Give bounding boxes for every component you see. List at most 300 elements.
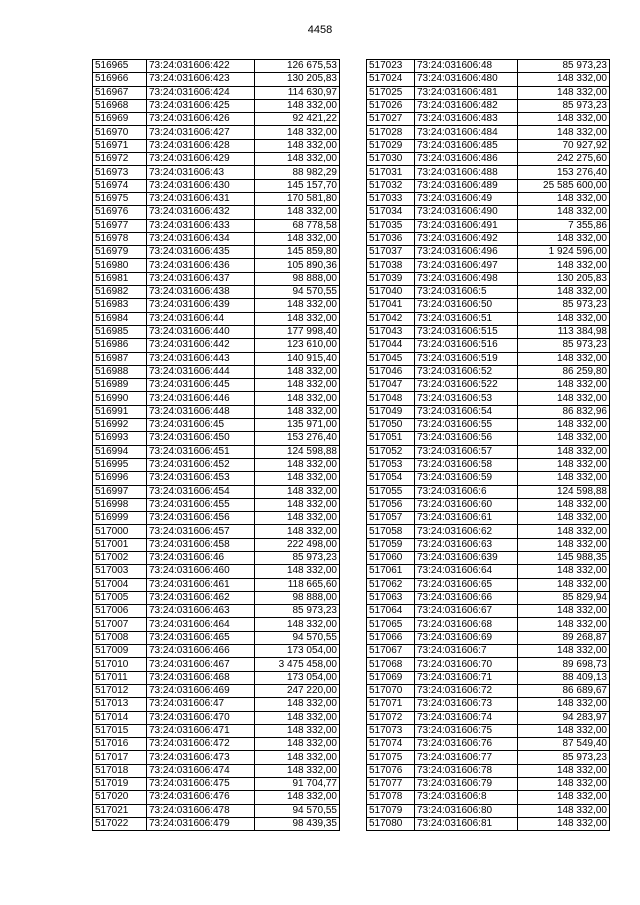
table-row [93,166,340,179]
value-cell: 148 332,00 [518,86,610,99]
row-number-cell: 517050 [367,419,415,432]
cadastral-number-cell: 73:24:031606:74 [415,711,518,724]
table-row [367,512,610,525]
table-row [93,73,340,86]
table-row [93,299,340,312]
value-cell: 148 332,00 [518,126,610,139]
row-number-cell: 517042 [367,312,415,325]
cadastral-number-cell: 73:24:031606:425 [147,99,255,112]
row-number-cell: 517066 [367,631,415,644]
value-cell: 68 778,58 [255,219,340,232]
row-number-cell: 517017 [93,751,147,764]
value-cell: 153 276,40 [518,166,610,179]
value-cell: 98 439,35 [255,817,340,830]
cadastral-number-cell: 73:24:031606:75 [415,724,518,737]
table-row [93,671,340,684]
row-number-cell: 517064 [367,605,415,618]
row-number-cell: 517061 [367,565,415,578]
row-number-cell: 517002 [93,551,147,564]
value-cell: 98 888,00 [255,591,340,604]
cadastral-number-cell: 73:24:031606:480 [415,73,518,86]
value-cell: 98 888,00 [255,272,340,285]
value-cell: 130 205,83 [255,73,340,86]
row-number-cell: 516995 [93,458,147,471]
row-number-cell: 516983 [93,299,147,312]
value-cell: 86 259,80 [518,365,610,378]
value-cell: 148 332,00 [518,724,610,737]
row-number-cell: 517062 [367,578,415,591]
row-number-cell: 516966 [93,73,147,86]
cadastral-number-cell: 73:24:031606:442 [147,339,255,352]
table-row [367,751,610,764]
table-row [93,498,340,511]
row-number-cell: 516996 [93,472,147,485]
value-cell: 148 332,00 [518,432,610,445]
value-cell: 148 332,00 [255,764,340,777]
value-cell: 94 283,97 [518,711,610,724]
value-cell: 124 598,88 [518,485,610,498]
cadastral-number-cell: 73:24:031606:458 [147,538,255,551]
row-number-cell: 517047 [367,379,415,392]
table-row [93,153,340,166]
cadastral-number-cell: 73:24:031606:5 [415,286,518,299]
cadastral-number-cell: 73:24:031606:471 [147,724,255,737]
row-number-cell: 516965 [93,60,147,73]
row-number-cell: 517036 [367,232,415,245]
cadastral-number-cell: 73:24:031606:80 [415,804,518,817]
value-cell: 85 973,23 [255,551,340,564]
table-row [93,99,340,112]
cadastral-number-cell: 73:24:031606:445 [147,379,255,392]
cadastral-number-cell: 73:24:031606:448 [147,405,255,418]
table-row [367,711,610,724]
row-number-cell: 517004 [93,578,147,591]
value-cell: 148 332,00 [518,472,610,485]
table-row [367,472,610,485]
value-cell: 177 998,40 [255,325,340,338]
value-cell: 148 332,00 [518,458,610,471]
value-cell: 148 332,00 [518,698,610,711]
value-cell: 85 973,23 [518,751,610,764]
row-number-cell: 517006 [93,605,147,618]
row-number-cell: 517024 [367,73,415,86]
row-number-cell: 517015 [93,724,147,737]
value-cell: 148 332,00 [255,751,340,764]
value-cell: 88 409,13 [518,671,610,684]
table-row [93,711,340,724]
row-number-cell: 516975 [93,192,147,205]
row-number-cell: 517011 [93,671,147,684]
cadastral-number-cell: 73:24:031606:465 [147,631,255,644]
cadastral-number-cell: 73:24:031606:466 [147,645,255,658]
cadastral-number-cell: 73:24:031606:440 [147,325,255,338]
row-number-cell: 517080 [367,817,415,830]
cadastral-number-cell: 73:24:031606:7 [415,645,518,658]
value-cell: 148 332,00 [255,139,340,152]
value-cell: 86 832,96 [518,405,610,418]
cadastral-number-cell: 73:24:031606:59 [415,472,518,485]
table-row [367,565,610,578]
table-row [367,73,610,86]
row-number-cell: 517029 [367,139,415,152]
table-row [367,312,610,325]
row-number-cell: 517065 [367,618,415,631]
value-cell: 148 332,00 [518,525,610,538]
cadastral-number-cell: 73:24:031606:439 [147,299,255,312]
row-number-cell: 516973 [93,166,147,179]
table-row [367,432,610,445]
value-cell: 247 220,00 [255,684,340,697]
table-row [93,312,340,325]
cadastral-number-cell: 73:24:031606:69 [415,631,518,644]
row-number-cell: 516997 [93,485,147,498]
cadastral-number-cell: 73:24:031606:639 [415,551,518,564]
cadastral-number-cell: 73:24:031606:423 [147,73,255,86]
row-number-cell: 516977 [93,219,147,232]
cadastral-number-cell: 73:24:031606:68 [415,618,518,631]
value-cell: 148 332,00 [518,379,610,392]
row-number-cell: 516992 [93,419,147,432]
cadastral-number-cell: 73:24:031606:443 [147,352,255,365]
value-cell: 87 549,40 [518,738,610,751]
table-row [367,352,610,365]
cadastral-number-cell: 73:24:031606:468 [147,671,255,684]
cadastral-number-cell: 73:24:031606:457 [147,525,255,538]
cadastral-number-cell: 73:24:031606:498 [415,272,518,285]
value-cell: 148 332,00 [518,565,610,578]
value-cell: 148 332,00 [255,791,340,804]
value-cell: 91 704,77 [255,778,340,791]
table-row [367,578,610,591]
cadastral-number-cell: 73:24:031606:488 [415,166,518,179]
value-cell: 85 829,94 [518,591,610,604]
table-row [93,698,340,711]
table-row [367,458,610,471]
cadastral-number-cell: 73:24:031606:450 [147,432,255,445]
table-row [367,764,610,777]
row-number-cell: 517077 [367,778,415,791]
cadastral-number-cell: 73:24:031606:479 [147,817,255,830]
row-number-cell: 517023 [367,60,415,73]
row-number-cell: 516979 [93,246,147,259]
cadastral-number-cell: 73:24:031606:8 [415,791,518,804]
cadastral-number-cell: 73:24:031606:424 [147,86,255,99]
row-number-cell: 517034 [367,206,415,219]
row-number-cell: 516974 [93,179,147,192]
table-row [93,432,340,445]
cadastral-number-cell: 73:24:031606:77 [415,751,518,764]
cadastral-number-cell: 73:24:031606:52 [415,365,518,378]
value-cell: 148 332,00 [518,192,610,205]
table-row [367,392,610,405]
value-cell: 148 332,00 [518,512,610,525]
table-row [93,618,340,631]
value-cell: 148 332,00 [255,405,340,418]
cadastral-number-cell: 73:24:031606:474 [147,764,255,777]
value-cell: 148 332,00 [255,392,340,405]
row-number-cell: 517003 [93,565,147,578]
value-cell: 145 988,35 [518,551,610,564]
table-row [93,591,340,604]
row-number-cell: 517073 [367,724,415,737]
cadastral-number-cell: 73:24:031606:427 [147,126,255,139]
cadastral-number-cell: 73:24:031606:71 [415,671,518,684]
cadastral-number-cell: 73:24:031606:60 [415,498,518,511]
value-cell: 130 205,83 [518,272,610,285]
cadastral-number-cell: 73:24:031606:451 [147,445,255,458]
row-number-cell: 517054 [367,472,415,485]
cadastral-number-cell: 73:24:031606:79 [415,778,518,791]
table-row [367,605,610,618]
row-number-cell: 517068 [367,658,415,671]
cadastral-number-cell: 73:24:031606:519 [415,352,518,365]
table-row [93,525,340,538]
value-cell: 148 332,00 [518,113,610,126]
value-cell: 148 332,00 [255,618,340,631]
row-number-cell: 517032 [367,179,415,192]
cadastral-number-cell: 73:24:031606:433 [147,219,255,232]
row-number-cell: 517043 [367,325,415,338]
cadastral-number-cell: 73:24:031606:48 [415,60,518,73]
table-row [93,791,340,804]
row-number-cell: 517033 [367,192,415,205]
table-row [93,724,340,737]
row-number-cell: 517053 [367,458,415,471]
cadastral-number-cell: 73:24:031606:461 [147,578,255,591]
value-cell: 89 698,73 [518,658,610,671]
row-number-cell: 517058 [367,525,415,538]
value-cell: 148 332,00 [518,778,610,791]
value-cell: 145 157,70 [255,179,340,192]
table-row [367,286,610,299]
table-row [367,738,610,751]
table-row [93,232,340,245]
table-row [93,113,340,126]
table-row [93,631,340,644]
table-row [367,684,610,697]
table-row [93,605,340,618]
row-number-cell: 516993 [93,432,147,445]
cadastral-number-cell: 73:24:031606:473 [147,751,255,764]
cadastral-number-cell: 73:24:031606:491 [415,219,518,232]
cadastral-number-cell: 73:24:031606:522 [415,379,518,392]
table-row [367,139,610,152]
row-number-cell: 517035 [367,219,415,232]
cadastral-number-cell: 73:24:031606:78 [415,764,518,777]
cadastral-number-cell: 73:24:031606:64 [415,565,518,578]
value-cell: 123 610,00 [255,339,340,352]
table-row [367,232,610,245]
table-row [367,498,610,511]
row-number-cell: 517071 [367,698,415,711]
cadastral-number-cell: 73:24:031606:73 [415,698,518,711]
value-cell: 173 054,00 [255,645,340,658]
row-number-cell: 517039 [367,272,415,285]
table-row [93,379,340,392]
row-number-cell: 516988 [93,365,147,378]
cadastral-number-cell: 73:24:031606:452 [147,458,255,471]
row-number-cell: 517059 [367,538,415,551]
value-cell: 94 570,55 [255,631,340,644]
table-row [367,591,610,604]
table-row [367,299,610,312]
row-number-cell: 517076 [367,764,415,777]
value-cell: 148 332,00 [518,538,610,551]
value-cell: 3 475 458,00 [255,658,340,671]
cadastral-number-cell: 73:24:031606:482 [415,99,518,112]
row-number-cell: 517079 [367,804,415,817]
table-row [93,206,340,219]
cadastral-number-cell: 73:24:031606:446 [147,392,255,405]
table-row [367,99,610,112]
row-number-cell: 517009 [93,645,147,658]
cadastral-number-cell: 73:24:031606:6 [415,485,518,498]
table-row [367,419,610,432]
table-row [367,206,610,219]
value-cell: 25 585 600,00 [518,179,610,192]
value-cell: 85 973,23 [518,60,610,73]
cadastral-number-cell: 73:24:031606:484 [415,126,518,139]
row-number-cell: 517067 [367,645,415,658]
cadastral-number-cell: 73:24:031606:464 [147,618,255,631]
cadastral-number-cell: 73:24:031606:462 [147,591,255,604]
row-number-cell: 517056 [367,498,415,511]
value-cell: 126 675,53 [255,60,340,73]
value-cell: 148 332,00 [255,565,340,578]
cadastral-number-cell: 73:24:031606:455 [147,498,255,511]
row-number-cell: 516970 [93,126,147,139]
cadastral-number-cell: 73:24:031606:437 [147,272,255,285]
cadastral-number-cell: 73:24:031606:434 [147,232,255,245]
row-number-cell: 516985 [93,325,147,338]
row-number-cell: 516981 [93,272,147,285]
cadastral-number-cell: 73:24:031606:44 [147,312,255,325]
row-number-cell: 517016 [93,738,147,751]
row-number-cell: 517005 [93,591,147,604]
cadastral-number-cell: 73:24:031606:57 [415,445,518,458]
row-number-cell: 516989 [93,379,147,392]
table-row [367,365,610,378]
cadastral-number-cell: 73:24:031606:497 [415,259,518,272]
table-row [93,139,340,152]
row-number-cell: 517074 [367,738,415,751]
cadastral-number-cell: 73:24:031606:478 [147,804,255,817]
cadastral-number-cell: 73:24:031606:454 [147,485,255,498]
row-number-cell: 517063 [367,591,415,604]
table-row [93,272,340,285]
cadastral-number-cell: 73:24:031606:456 [147,512,255,525]
row-number-cell: 516978 [93,232,147,245]
cadastral-number-cell: 73:24:031606:54 [415,405,518,418]
cadastral-number-cell: 73:24:031606:460 [147,565,255,578]
value-cell: 148 332,00 [518,259,610,272]
cadastral-number-cell: 73:24:031606:490 [415,206,518,219]
table-row [93,365,340,378]
cadastral-number-cell: 73:24:031606:53 [415,392,518,405]
table-row [367,379,610,392]
row-number-cell: 517038 [367,259,415,272]
value-cell: 89 268,87 [518,631,610,644]
table-row [367,445,610,458]
cadastral-number-cell: 73:24:031606:496 [415,246,518,259]
row-number-cell: 517070 [367,684,415,697]
cadastral-number-cell: 73:24:031606:66 [415,591,518,604]
row-number-cell: 517025 [367,86,415,99]
value-cell: 148 332,00 [255,206,340,219]
table-row [93,458,340,471]
cadastral-number-cell: 73:24:031606:485 [415,139,518,152]
table-row [93,339,340,352]
table-row [367,525,610,538]
table-row [93,246,340,259]
row-number-cell: 517040 [367,286,415,299]
cadastral-number-cell: 73:24:031606:515 [415,325,518,338]
value-cell: 148 332,00 [255,738,340,751]
table-row [93,352,340,365]
row-number-cell: 517037 [367,246,415,259]
table-row [367,405,610,418]
table-row [93,658,340,671]
table-body-right [367,60,610,831]
cadastral-number-cell: 73:24:031606:45 [147,419,255,432]
table-row [367,325,610,338]
value-cell: 94 570,55 [255,804,340,817]
cadastral-number-cell: 73:24:031606:472 [147,738,255,751]
table-row [367,551,610,564]
table-row [367,804,610,817]
value-cell: 148 332,00 [255,498,340,511]
value-cell: 148 332,00 [518,352,610,365]
value-cell: 148 332,00 [255,365,340,378]
table-row [93,126,340,139]
value-cell: 85 973,23 [518,99,610,112]
row-number-cell: 517019 [93,778,147,791]
value-cell: 85 973,23 [255,605,340,618]
cadastral-number-cell: 73:24:031606:436 [147,259,255,272]
value-cell: 70 927,92 [518,139,610,152]
table-row [93,485,340,498]
cadastral-number-cell: 73:24:031606:435 [147,246,255,259]
row-number-cell: 517030 [367,153,415,166]
row-number-cell: 517010 [93,658,147,671]
row-number-cell: 517075 [367,751,415,764]
cadastral-number-cell: 73:24:031606:432 [147,206,255,219]
table-row [93,778,340,791]
value-cell: 222 498,00 [255,538,340,551]
row-number-cell: 516991 [93,405,147,418]
row-number-cell: 517000 [93,525,147,538]
table-row [93,219,340,232]
table-row [93,684,340,697]
row-number-cell: 516968 [93,99,147,112]
value-cell: 148 332,00 [518,618,610,631]
value-cell: 148 332,00 [255,299,340,312]
table-row [367,166,610,179]
table-row [367,179,610,192]
value-cell: 242 275,60 [518,153,610,166]
table-row [93,472,340,485]
row-number-cell: 517027 [367,113,415,126]
cadastral-number-cell: 73:24:031606:453 [147,472,255,485]
table-row [367,817,610,830]
cadastral-number-cell: 73:24:031606:47 [147,698,255,711]
page-number: 4458 [307,24,333,36]
value-cell: 92 421,22 [255,113,340,126]
value-cell: 1 924 596,00 [518,246,610,259]
value-cell: 148 332,00 [518,73,610,86]
row-number-cell: 516994 [93,445,147,458]
value-cell: 148 332,00 [518,286,610,299]
